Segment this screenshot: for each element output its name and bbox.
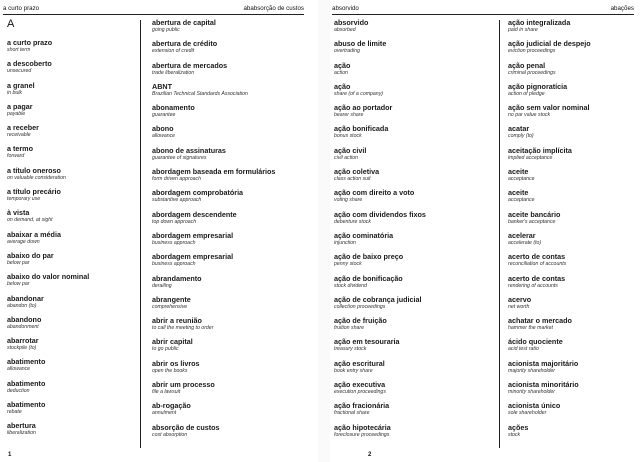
entry-translation: share (of a company) bbox=[334, 90, 384, 97]
glossary-entry bbox=[152, 337, 312, 358]
entry-term: abaixo do par bbox=[7, 250, 54, 260]
entry-term: a granel bbox=[7, 80, 35, 90]
glossary-entry bbox=[508, 380, 636, 401]
entry-translation: rendering of accounts bbox=[508, 282, 558, 289]
glossary-entry bbox=[508, 103, 636, 124]
entry-translation: stockpile (to) bbox=[7, 345, 37, 352]
entry-term: a curto prazo bbox=[7, 38, 53, 47]
entry-term: abordagem baseada em formulários bbox=[152, 167, 276, 177]
glossary-entry bbox=[7, 230, 135, 251]
entry-translation: acceptance bbox=[508, 176, 535, 183]
entry-term: ação bbox=[334, 81, 351, 91]
glossary-entry bbox=[508, 188, 636, 209]
entry-translation: payable bbox=[7, 110, 26, 117]
entry-term: abuso de limite bbox=[334, 39, 387, 49]
glossary-entry bbox=[508, 124, 636, 145]
entry-term: abaixar a média bbox=[7, 229, 61, 239]
entry-term: ação escritural bbox=[334, 358, 385, 368]
entry-term: ação em tesouraria bbox=[334, 337, 400, 347]
header-first-term: absorvido bbox=[332, 5, 359, 12]
entry-translation: trade liberalization bbox=[152, 69, 195, 76]
entry-term: ações bbox=[508, 422, 529, 432]
entry-translation: class action suit bbox=[334, 176, 371, 183]
glossary-entry bbox=[7, 315, 135, 336]
entry-translation: business approach bbox=[152, 261, 196, 268]
entry-translation: receivable bbox=[7, 132, 31, 139]
entry-translation: debenture stock bbox=[334, 218, 371, 225]
glossary-entry bbox=[152, 210, 312, 231]
entry-term: ação com direito a voto bbox=[334, 188, 415, 198]
entry-term: abono de assinaturas bbox=[152, 145, 226, 155]
entry-translation: annulment bbox=[152, 410, 177, 417]
glossary-entry bbox=[7, 294, 135, 315]
glossary-entry bbox=[152, 316, 312, 337]
glossary-entry bbox=[7, 357, 135, 378]
glossary-entry bbox=[152, 401, 312, 422]
glossary-entry bbox=[334, 380, 494, 401]
glossary-entry bbox=[7, 59, 135, 80]
entry-translation: criminal proceedings bbox=[508, 69, 556, 76]
entry-term: absorção de custos bbox=[152, 422, 220, 432]
glossary-entry bbox=[152, 380, 312, 401]
header-last-term: abações bbox=[610, 5, 634, 12]
glossary-entry bbox=[334, 61, 494, 82]
entry-term: ácido quociente bbox=[508, 337, 563, 347]
glossary-entry bbox=[334, 39, 494, 60]
entry-term: ação penal bbox=[508, 60, 546, 70]
running-header bbox=[3, 4, 304, 15]
section-letter: A bbox=[7, 18, 15, 30]
glossary-entry bbox=[7, 251, 135, 272]
glossary-entry bbox=[7, 272, 135, 293]
glossary-entry bbox=[152, 167, 312, 188]
entry-translation: abandonment bbox=[7, 323, 39, 330]
column-divider bbox=[499, 20, 500, 448]
entry-translation: file a lawsuit bbox=[152, 389, 181, 396]
glossary-entry bbox=[152, 423, 312, 444]
entry-term: abertura de crédito bbox=[152, 39, 218, 49]
entry-translation: comply (to) bbox=[508, 133, 534, 140]
glossary-entry bbox=[334, 82, 494, 103]
glossary-entry bbox=[7, 166, 135, 187]
entry-translation: foreclosure proceedings bbox=[334, 431, 390, 438]
entry-translation: business approach bbox=[152, 239, 196, 246]
entry-translation: hammer the market bbox=[508, 325, 553, 332]
glossary-entry bbox=[508, 252, 636, 273]
entry-term: ação sem valor nominal bbox=[508, 103, 590, 113]
entry-term: ação judicial de despejo bbox=[508, 39, 591, 49]
entry-term: ação civil bbox=[334, 145, 367, 155]
glossary-entry bbox=[152, 18, 312, 39]
glossary-entry bbox=[508, 337, 636, 358]
entry-translation: extension of credit bbox=[152, 48, 195, 55]
entry-translation: book entry share bbox=[334, 367, 373, 374]
entry-translation: derailing bbox=[152, 282, 172, 289]
glossary-entry bbox=[7, 421, 135, 442]
entry-term: a pagar bbox=[7, 101, 33, 111]
glossary-entry bbox=[508, 210, 636, 231]
entry-translation: treasury stock bbox=[334, 346, 367, 353]
entry-translation: unsecured bbox=[7, 68, 32, 75]
entry-term: abordagem empresarial bbox=[152, 252, 234, 262]
entry-translation: on demand, at sight bbox=[7, 217, 53, 224]
entry-translation: stock bbox=[508, 431, 521, 438]
entry-term: abandono bbox=[7, 314, 42, 324]
entry-term: abaixo do valor nominal bbox=[7, 272, 90, 282]
entry-term: abrir a reunião bbox=[152, 316, 202, 326]
entry-translation: paid in share bbox=[508, 27, 538, 33]
entry-translation: allowance bbox=[152, 133, 176, 140]
entry-translation: abandon (to) bbox=[7, 302, 37, 309]
entry-term: abordagem empresarial bbox=[152, 230, 234, 240]
entry-translation: guarantee of signatures bbox=[152, 154, 207, 161]
glossary-entry bbox=[7, 379, 135, 400]
entry-translation: absorbed bbox=[334, 27, 356, 33]
entry-translation: comprehensive bbox=[152, 303, 188, 310]
entry-translation: banker's acceptance bbox=[508, 218, 556, 225]
entry-term: ação de cobrança judicial bbox=[334, 294, 422, 304]
glossary-entry bbox=[508, 18, 636, 39]
entry-translation: forward bbox=[7, 153, 25, 160]
entry-term: aceite bbox=[508, 167, 529, 177]
entry-term: a título oneroso bbox=[7, 165, 61, 175]
entry-translation: bonus stock bbox=[334, 133, 362, 140]
glossary-entry bbox=[334, 210, 494, 231]
entry-translation: acid test ratio bbox=[508, 346, 539, 353]
glossary-entry bbox=[508, 274, 636, 295]
entry-translation: allowance bbox=[7, 366, 31, 373]
entry-translation: top down approach bbox=[152, 218, 197, 225]
glossary-entry bbox=[508, 231, 636, 252]
entry-translation: below par bbox=[7, 281, 30, 288]
entry-term: ação com dividendos fixos bbox=[334, 209, 426, 219]
entry-term: acionista majoritário bbox=[508, 358, 579, 368]
entry-term: a receber bbox=[7, 123, 39, 133]
glossary-entry bbox=[7, 144, 135, 165]
entry-translation: accelerate (to) bbox=[508, 239, 542, 246]
glossary-entry bbox=[334, 401, 494, 422]
entry-translation: execution proceedings bbox=[334, 389, 386, 396]
glossary-entry bbox=[508, 146, 636, 167]
entry-translation: penny stock bbox=[334, 261, 362, 268]
entry-translation: short term bbox=[7, 47, 31, 53]
entry-translation: going public bbox=[152, 27, 180, 33]
glossary-entry bbox=[508, 423, 636, 444]
left-page bbox=[0, 0, 318, 462]
glossary-entry bbox=[334, 146, 494, 167]
glossary-entry bbox=[508, 401, 636, 422]
page-number: 2 bbox=[368, 452, 372, 458]
entry-translation: cost absorption bbox=[152, 431, 188, 438]
entry-term: ação hipotecária bbox=[334, 422, 391, 432]
column-left bbox=[7, 18, 135, 443]
glossary-entry bbox=[7, 208, 135, 229]
glossary-entry bbox=[334, 252, 494, 273]
entry-translation: stock dividend bbox=[334, 282, 367, 289]
glossary-entry bbox=[508, 359, 636, 380]
entry-translation: to go public bbox=[152, 346, 179, 353]
entry-translation: bearer share bbox=[334, 112, 364, 119]
glossary-entry bbox=[152, 274, 312, 295]
entry-translation: acceptance bbox=[508, 197, 535, 204]
glossary-entry bbox=[334, 188, 494, 209]
glossary-entry bbox=[152, 61, 312, 82]
entry-term: abatimento bbox=[7, 378, 46, 388]
entry-term: abandonar bbox=[7, 293, 44, 303]
entry-term: ação de fruição bbox=[334, 316, 387, 326]
entry-term: abatimento bbox=[7, 357, 46, 367]
entry-term: abrir capital bbox=[152, 337, 193, 347]
entry-translation: injunction bbox=[334, 239, 356, 246]
entry-translation: net worth bbox=[508, 303, 530, 310]
glossary-entry bbox=[334, 124, 494, 145]
entry-translation: minority shareholder bbox=[508, 389, 555, 396]
entry-term: absorvido bbox=[334, 18, 369, 27]
glossary-entry bbox=[334, 423, 494, 444]
entry-term: acervo bbox=[508, 294, 532, 304]
glossary-entry bbox=[152, 82, 312, 103]
glossary-entry bbox=[334, 18, 494, 39]
entry-translation: liberalization bbox=[7, 430, 36, 437]
entry-term: ação bonificada bbox=[334, 124, 389, 134]
entry-term: à vista bbox=[7, 208, 30, 218]
glossary-entry bbox=[508, 39, 636, 60]
entry-translation: rebate bbox=[7, 409, 22, 416]
entry-term: ação de baixo preço bbox=[334, 252, 404, 262]
glossary-entry bbox=[7, 81, 135, 102]
glossary-entry bbox=[334, 337, 494, 358]
entry-translation: on valuable consideration bbox=[7, 174, 66, 181]
entry-translation: temporary use bbox=[7, 196, 41, 203]
entry-translation: substantive approach bbox=[152, 197, 202, 204]
glossary-entry bbox=[334, 295, 494, 316]
entry-translation: civil action bbox=[334, 154, 358, 161]
glossary-entry bbox=[334, 316, 494, 337]
entry-translation: no par value stock bbox=[508, 112, 551, 119]
header-last-term: ababsorção de custos bbox=[243, 5, 304, 12]
entry-translation: reconciliation of accounts bbox=[508, 261, 567, 268]
entry-term: abertura bbox=[7, 421, 36, 431]
entry-translation: in bulk bbox=[7, 89, 22, 96]
entry-translation: to call the meeting to order bbox=[152, 325, 214, 332]
glossary-entry bbox=[152, 146, 312, 167]
column-right bbox=[152, 18, 312, 444]
entry-term: a descoberto bbox=[7, 59, 52, 69]
entry-term: abordagem descendente bbox=[152, 209, 237, 219]
entry-term: abrandamento bbox=[152, 273, 202, 283]
entry-translation: fruition share bbox=[334, 325, 364, 332]
entry-term: ação cominatória bbox=[334, 230, 394, 240]
entry-term: ação integralizada bbox=[508, 18, 571, 27]
entry-translation: fractional share bbox=[334, 410, 370, 417]
entry-term: abonamento bbox=[152, 103, 195, 113]
entry-term: abarrotar bbox=[7, 336, 39, 346]
entry-term: abordagem comprobatória bbox=[152, 188, 244, 198]
entry-term: ação executiva bbox=[334, 380, 386, 390]
entry-term: acatar bbox=[508, 124, 530, 134]
entry-translation: open the books bbox=[152, 367, 188, 374]
entry-term: abertura de capital bbox=[152, 18, 216, 27]
glossary-entry bbox=[152, 252, 312, 273]
glossary-entry bbox=[7, 38, 135, 59]
entry-term: ação fracionária bbox=[334, 401, 390, 411]
entry-term: ABNT bbox=[152, 81, 172, 91]
entry-term: abrir os livros bbox=[152, 358, 200, 368]
column-left bbox=[334, 18, 494, 444]
entry-term: ação bbox=[334, 60, 351, 70]
glossary-entry bbox=[7, 102, 135, 123]
glossary-entry bbox=[152, 188, 312, 209]
entry-term: a título precário bbox=[7, 187, 61, 197]
entry-translation: collection proceedings bbox=[334, 303, 386, 310]
entry-translation: Brazilian Technical Standards Association bbox=[152, 90, 248, 97]
entry-term: abrangente bbox=[152, 294, 191, 304]
glossary-entry bbox=[7, 187, 135, 208]
entry-translation: action of pledge bbox=[508, 90, 545, 97]
entry-translation: guarantee bbox=[152, 112, 176, 119]
entry-translation: overtrading bbox=[334, 48, 360, 55]
glossary-entry bbox=[334, 359, 494, 380]
glossary-entry bbox=[334, 231, 494, 252]
glossary-entry bbox=[508, 82, 636, 103]
entry-term: acionista único bbox=[508, 401, 561, 411]
entry-term: ab-rogação bbox=[152, 401, 191, 411]
entry-term: acerto de contas bbox=[508, 252, 566, 262]
glossary-entry bbox=[508, 167, 636, 188]
entry-term: achatar o mercado bbox=[508, 316, 572, 326]
glossary-entry bbox=[152, 359, 312, 380]
entry-term: a termo bbox=[7, 144, 33, 154]
entry-term: abrir um processo bbox=[152, 380, 215, 390]
glossary-entry bbox=[152, 103, 312, 124]
running-header bbox=[332, 4, 634, 15]
entry-term: ação ao portador bbox=[334, 103, 393, 113]
glossary-entry bbox=[334, 103, 494, 124]
entry-translation: majority shareholder bbox=[508, 367, 555, 374]
entry-term: acelerar bbox=[508, 230, 536, 240]
entry-term: aceitação implícita bbox=[508, 145, 572, 155]
entry-term: aceite bancário bbox=[508, 209, 561, 219]
entry-translation: eviction proceedings bbox=[508, 48, 556, 55]
entry-term: abatimento bbox=[7, 400, 46, 410]
entry-term: ação de bonificação bbox=[334, 273, 403, 283]
entry-term: abertura de mercados bbox=[152, 60, 228, 70]
entry-translation: voting share bbox=[334, 197, 363, 204]
entry-translation: deduction bbox=[7, 387, 30, 394]
glossary-entry bbox=[508, 61, 636, 82]
column-right bbox=[508, 18, 636, 444]
entry-translation: below par bbox=[7, 259, 30, 266]
entry-term: aceite bbox=[508, 188, 529, 198]
glossary-entry bbox=[152, 39, 312, 60]
page-number: 1 bbox=[8, 452, 12, 458]
glossary-entry bbox=[152, 124, 312, 145]
glossary-entry bbox=[7, 336, 135, 357]
header-first-term: a curto prazo bbox=[3, 5, 40, 12]
entry-translation: form driven approach bbox=[152, 176, 202, 183]
entry-term: acionista minoritário bbox=[508, 380, 579, 390]
entry-translation: implied acceptance bbox=[508, 154, 553, 161]
glossary-entry bbox=[508, 316, 636, 337]
entry-term: ação coletiva bbox=[334, 167, 380, 177]
glossary-entry bbox=[334, 274, 494, 295]
entry-translation: average down bbox=[7, 238, 40, 245]
glossary-entry bbox=[508, 295, 636, 316]
entry-term: ação pignoratícia bbox=[508, 81, 568, 91]
right-page bbox=[330, 0, 640, 462]
glossary-entry bbox=[7, 400, 135, 421]
glossary-entry bbox=[334, 167, 494, 188]
entry-translation: action bbox=[334, 69, 348, 76]
entry-term: abono bbox=[152, 124, 174, 134]
entry-term: acerto de contas bbox=[508, 273, 566, 283]
column-divider bbox=[140, 20, 141, 448]
glossary-entry bbox=[152, 231, 312, 252]
book-gutter bbox=[318, 0, 330, 462]
glossary-entry bbox=[7, 123, 135, 144]
entry-translation: sole shareholder bbox=[508, 410, 547, 417]
glossary-entry bbox=[152, 295, 312, 316]
